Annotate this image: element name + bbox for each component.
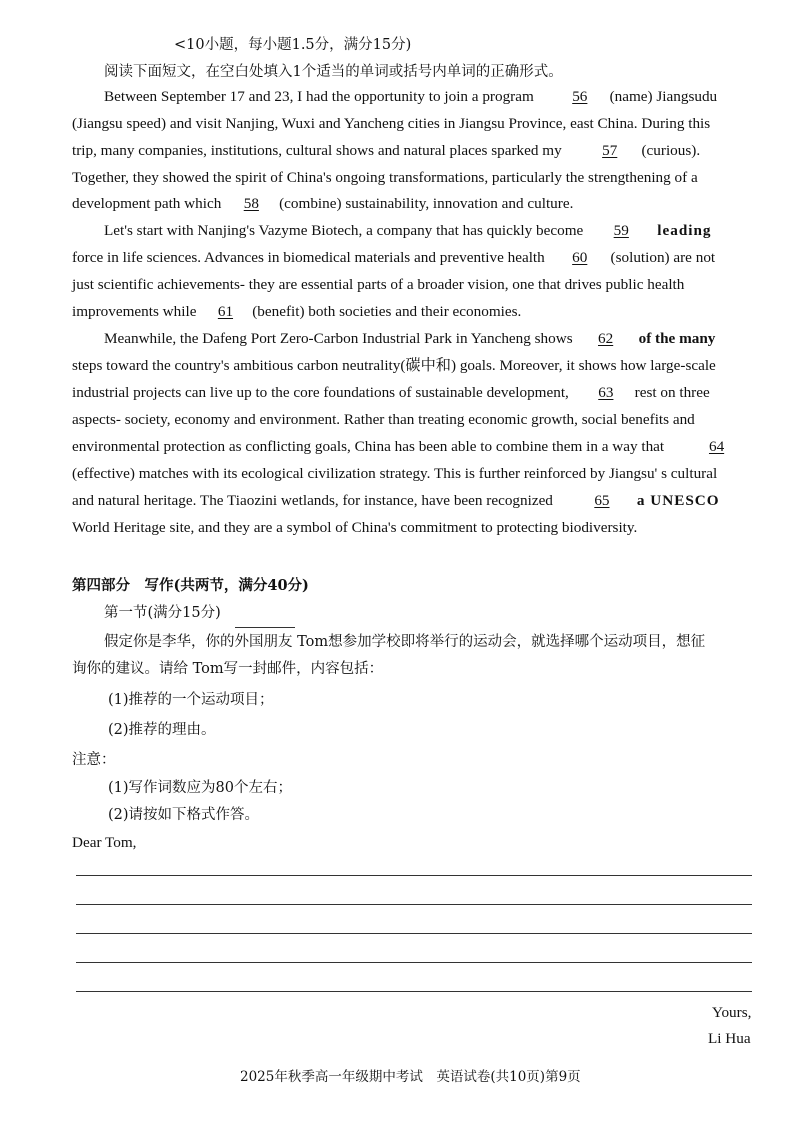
writing-section-title: 第一节(满分15分): [104, 605, 221, 621]
blank-60: 60: [572, 249, 588, 266]
title-underline: [235, 627, 295, 628]
note-1: (1)写作词数应为80个左右；: [108, 780, 292, 796]
writing-line: [76, 962, 752, 963]
blank-58: 58: [243, 195, 259, 212]
writing-line: [76, 875, 752, 876]
prompt-line1: 假定你是李华，你的外国朋友 Tom想参加学校即将举行的运动会，就选择哪个运动项目，想征: [104, 634, 706, 650]
p1-line2: (Jiangsu speed) and visit Nanjing, Wuxi and Yancheng cities in Jiangsu Province, east China. During this: [72, 115, 711, 132]
note-label: 注意：: [72, 752, 116, 768]
p3-line6: (effective) matches with its ecological civilization strategy. This is further reinforced by Jiangsu' s cultural: [72, 465, 718, 482]
p1-line5: development path which 58 (combine) sustainability, innovation and culture.: [72, 195, 574, 212]
p1-line4: Together, they showed the spirit of China's ongoing transformations, particularly the strengthening of a: [72, 169, 698, 186]
writing-line: [76, 991, 752, 992]
salutation: Dear Tom,: [72, 834, 137, 851]
p2-line1: Let's start with Nanjing's Vazyme Biotech, a company that has quickly become 59 leading: [104, 222, 712, 239]
p3-line3: industrial projects can live up to the core foundations of sustainable development, 63 rest on three: [72, 384, 710, 401]
p2-line3: just scientific achievements- they are essential parts of a broader vision, one that drives public health: [72, 276, 685, 293]
blank-63: 63: [598, 384, 614, 401]
p1-line1: Between September 17 and 23, I had the opportunity to join a program 56 (name) Jiangsudu: [104, 88, 718, 105]
closing: Yours,: [712, 1004, 752, 1021]
p1-line3: trip, many companies, institutions, cultural shows and natural places sparked my 57 (curious).: [72, 142, 701, 159]
blank-56: 56: [572, 88, 588, 105]
signature: Li Hua: [708, 1030, 751, 1047]
blank-57: 57: [602, 142, 618, 159]
blank-59: 59: [613, 222, 629, 239]
writing-line: [76, 904, 752, 905]
note-2: (2)请按如下格式作答。: [108, 807, 260, 823]
blank-62: 62: [598, 330, 614, 347]
blank-65: 65: [594, 492, 610, 509]
blank-61: 61: [217, 303, 234, 320]
p2-line2: force in life sciences. Advances in biomedical materials and preventive health 60 (solution) are not: [72, 249, 716, 266]
p3-line2: steps toward the country's ambitious carbon neutrality(碳中和) goals. Moreover, it shows how large-scale: [72, 357, 716, 374]
writing-part-title: 第四部分 写作(共两节，满分40分): [72, 577, 309, 594]
p3-line4: aspects- society, economy and environment. Rather than treating economic growth, social benefits and: [72, 411, 695, 428]
p3-line7: and natural heritage. The Tiaozini wetlands, for instance, have been recognized 65 a UNESCO: [72, 492, 720, 509]
page-footer: 2025年秋季高一年级期中考试 英语试卷(共10页)第9页: [240, 1069, 581, 1085]
p3-line1: Meanwhile, the Dafeng Port Zero-Carbon Industrial Park in Yancheng shows 62 of the many: [104, 330, 716, 347]
content-item-2: (2)推荐的理由。: [108, 722, 216, 738]
writing-line: [76, 933, 752, 934]
p3-line8: World Heritage site, and they are a symbol of China's commitment to protecting biodiversity.: [72, 519, 638, 536]
prompt-line2: 询你的建议。请给 Tom写一封邮件，内容包括：: [72, 661, 384, 677]
p3-line5: environmental protection as conflicting goals, China has been able to combine them in a way that 64: [72, 438, 725, 455]
blank-64: 64: [708, 438, 725, 455]
section-instruction: <10小题，每小题1.5分，满分15分): [174, 37, 412, 53]
directions: 阅读下面短文，在空白处填入1个适当的单词或括号内单词的正确形式。: [104, 64, 563, 80]
p2-line4: improvements while 61 (benefit) both societies and their economies.: [72, 303, 522, 320]
content-item-1: (1)推荐的一个运动项目；: [108, 692, 274, 708]
